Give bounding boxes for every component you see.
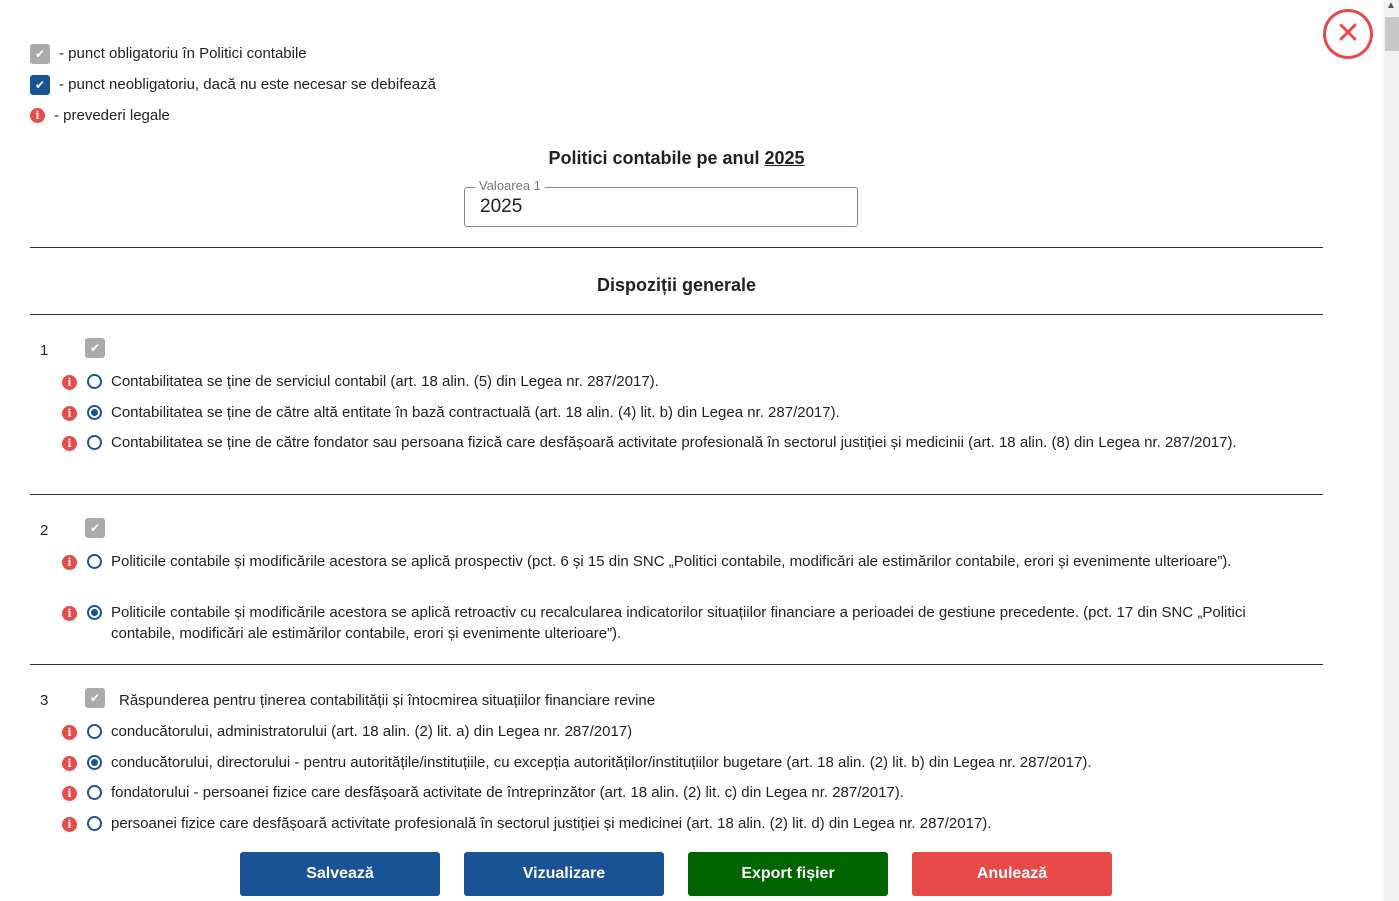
radio-button[interactable]	[87, 755, 102, 770]
radio-option[interactable]	[62, 373, 1312, 392]
page-title: Politici contabile pe anul 2025	[548, 148, 805, 168]
scroll-up-icon[interactable]: ▲	[1386, 0, 1396, 11]
option-label: Contabilitatea se ține de către fondator sau persoana fizică care desfășoară activitate profesională în sectorul justiției și medicinii (art. 18 alin. (8) din Legea nr. 287/2017).	[111, 434, 1237, 451]
radio-option[interactable]	[62, 723, 1312, 742]
divider	[30, 314, 1323, 315]
legend: ✔ - punct obligatoriu în Politici contabile ✔ - punct neobligatoriu, dacă nu este necesar se debifează i - prevederi legale	[30, 38, 436, 131]
radio-button[interactable]	[87, 785, 102, 800]
radio-option[interactable]	[62, 553, 1312, 572]
mandatory-checkbox[interactable]: ✔	[85, 518, 105, 538]
item-heading: Răspunderea pentru ținerea contabilității și întocmirea situațiilor financiare revine	[119, 692, 656, 709]
info-icon[interactable]: i	[62, 786, 77, 801]
radio-option[interactable]	[62, 604, 1312, 644]
radio-button[interactable]	[87, 724, 102, 739]
divider	[30, 664, 1323, 665]
checkbox-blue-icon: ✔	[30, 75, 50, 95]
info-icon[interactable]: i	[62, 606, 77, 621]
scrollbar-thumb[interactable]	[1385, 17, 1399, 51]
radio-button[interactable]	[87, 405, 102, 420]
item-number: 1	[40, 342, 49, 359]
section-title: Dispoziții generale	[596, 275, 757, 295]
option-label: Contabilitatea se ține de serviciul contabil (art. 18 alin. (5) din Legea nr. 287/2017).	[111, 373, 659, 390]
scrollbar[interactable]	[1383, 0, 1399, 901]
radio-option[interactable]	[62, 784, 1312, 803]
divider	[30, 247, 1323, 248]
info-icon: i	[30, 108, 45, 123]
option-label: Politicile contabile și modificările acestora se aplică prospectiv (pct. 6 și 15 din SNC „Politici contabile, modificări ale estimărilor contabile, erori și evenimente ulterioare”).	[111, 553, 1232, 570]
radio-option[interactable]	[62, 815, 1312, 834]
option-label: fondatorului - persoanei fizice care desfășoară activitate de întreprinzător (art. 18 alin. (2) lit. c) din Legea nr. 287/2017).	[111, 784, 904, 801]
option-label: Politicile contabile și modificările acestora se aplică retroactiv cu recalcularea indicatorilor situațiilor financiare a perioadei de gestiune precedente. (pct. 17 din SNC „Politici contabile, modificări ale estimărilor contabile, erori și evenimente ulterioare”).	[111, 604, 1246, 642]
mandatory-checkbox[interactable]: ✔	[85, 688, 105, 708]
option-label: persoanei fizice care desfășoară activitate profesională în sectorul justiției și medicinei (art. 18 alin. (2) lit. d) din Legea nr. 287/2017).	[111, 815, 992, 832]
export-button[interactable]: Export fișier	[688, 852, 888, 896]
radio-option[interactable]	[62, 404, 1312, 423]
info-icon[interactable]: i	[62, 817, 77, 832]
radio-button[interactable]	[87, 554, 102, 569]
radio-button[interactable]	[87, 374, 102, 389]
info-icon[interactable]: i	[62, 406, 77, 421]
title-year: 2025	[764, 148, 805, 168]
radio-option[interactable]	[62, 754, 1312, 773]
info-icon[interactable]: i	[62, 756, 77, 771]
preview-button[interactable]: Vizualizare	[464, 852, 664, 896]
radio-button[interactable]	[87, 435, 102, 450]
option-label: conducătorului, administratorului (art. 18 alin. (2) lit. a) din Legea nr. 287/2017)	[111, 723, 633, 740]
mandatory-checkbox[interactable]: ✔	[85, 338, 105, 358]
info-icon[interactable]: i	[62, 555, 77, 570]
close-button[interactable]: ✕	[1323, 9, 1373, 59]
save-button[interactable]: Salvează	[240, 852, 440, 896]
item-number: 3	[40, 692, 49, 709]
option-label: Contabilitatea se ține de către altă entitate în bază contractuală (art. 18 alin. (4) lit. b) din Legea nr. 287/2017).	[111, 404, 840, 421]
value-field[interactable]: Valoarea 1 2025	[464, 187, 858, 227]
info-icon[interactable]: i	[62, 436, 77, 451]
option-label: conducătorului, directorului - pentru autoritățile/instituțiile, cu excepția autorităților/instituțiilor bugetare (art. 18 alin. (2) lit. b) din Legea nr. 287/2017).	[111, 754, 1092, 771]
info-icon[interactable]: i	[62, 375, 77, 390]
info-icon[interactable]: i	[62, 725, 77, 740]
radio-option[interactable]	[62, 434, 1312, 453]
checkbox-gray-icon: ✔	[30, 44, 50, 64]
cancel-button[interactable]: Anulează	[912, 852, 1112, 896]
radio-button[interactable]	[87, 605, 102, 620]
divider	[30, 494, 1323, 495]
item-number: 2	[40, 522, 49, 539]
radio-button[interactable]	[87, 816, 102, 831]
